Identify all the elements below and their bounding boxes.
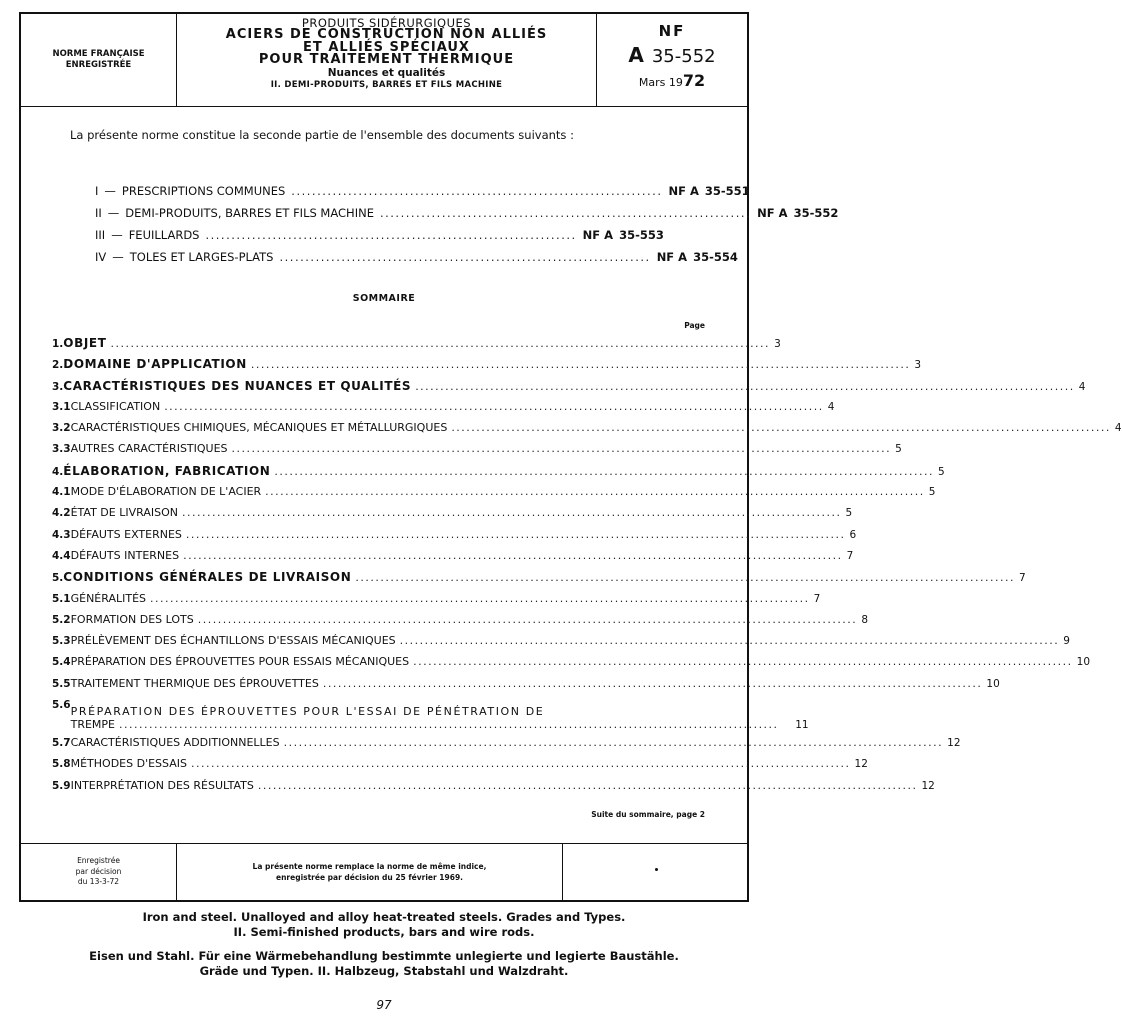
toc-title: MÉTHODES D'ESSAIS (70, 757, 187, 771)
toc-number: 4.1 (52, 486, 71, 499)
toc-page: 6 (849, 528, 857, 541)
standard-reference-block (597, 14, 747, 106)
footer-right-cell (563, 844, 747, 900)
toc-number: 3. (52, 380, 64, 393)
toc-title: CLASSIFICATION (70, 399, 161, 413)
nf-mark: NF (658, 22, 686, 40)
toc-page: 4 (827, 400, 835, 413)
toc-number: 3.2 (52, 422, 71, 435)
leader-dots: .................................................................................................................................... (413, 655, 1073, 669)
document-ref: 35-552 (793, 206, 839, 220)
english-title-line-1: Iron and steel. Unalloyed and alloy heat-treated steels. Grades and Types. (142, 910, 626, 924)
toc-number: 5.8 (52, 758, 71, 771)
date-month: Mars 19 (638, 76, 683, 89)
table-of-contents (52, 336, 1122, 800)
title-line-2: ACIERS DE CONSTRUCTION NON ALLIÉS (225, 27, 548, 42)
toc-page: 8 (861, 613, 868, 626)
toc-entry (52, 757, 868, 778)
toc-number: 4.2 (52, 507, 71, 520)
toc-number: 5.6 (52, 699, 71, 712)
leader-dots: ........................................................................ (279, 250, 651, 264)
toc-entry (52, 698, 809, 732)
footer-dot (655, 868, 658, 871)
toc-page: 3 (914, 359, 922, 372)
toc-entry (52, 612, 868, 634)
document-item: II — DEMI-PRODUITS, BARRES ET FILS MACHINE ........................................................................ NF A 35-552 (95, 206, 839, 220)
leader-dots: ........................................................................ (205, 228, 577, 242)
toc-title: PRÉPARATION DES ÉPROUVETTES POUR ESSAIS MÉCANIQUES (70, 655, 410, 669)
replacement-note (177, 844, 563, 900)
toc-number: 4.4 (52, 549, 71, 562)
date-year: 72 (682, 71, 706, 90)
toc-page: 9 (1063, 635, 1070, 648)
toc-title: CARACTÉRISTIQUES DES NUANCES ET QUALITÉS (63, 378, 412, 393)
toc-number: 5. (52, 572, 64, 585)
leader-dots: .................................................................................................................................... (274, 464, 934, 478)
toc-page: 5 (937, 465, 945, 478)
document-ref: 35-551 (704, 184, 750, 198)
intro-paragraph: La présente norme constitue la seconde partie de l'ensemble des documents suivants : (70, 128, 574, 142)
toc-entry (52, 421, 1122, 442)
toc-page: 4 (1078, 380, 1086, 393)
leader-dots: .................................................................................................................................... (181, 506, 842, 520)
document-nf: NF A (757, 206, 788, 220)
standard-code (597, 43, 747, 67)
toc-entry (52, 527, 857, 549)
toc-title-line-1: PRÉPARATION DES ÉPROUVETTES POUR L'ESSAI DE PÉNÉTRATION DE (70, 705, 545, 719)
toc-number: 5.2 (52, 613, 71, 626)
toc-page: 12 (854, 758, 868, 771)
toc-page: 5 (928, 486, 936, 499)
toc-title: DÉFAUTS INTERNES (70, 548, 180, 562)
leader-dots: .................................................................................................................................... (399, 634, 1060, 648)
toc-page: 12 (921, 779, 935, 792)
document-ref: 35-554 (693, 250, 738, 264)
toc-entry (52, 778, 935, 800)
leader-dots: .................................................................................................................................... (185, 527, 846, 541)
leader-dots: .................................................................................................................................... (164, 399, 824, 413)
toc-entry (52, 399, 835, 421)
document-nf: NF A (656, 250, 688, 264)
registration-date (21, 844, 177, 900)
toc-entry (52, 676, 1000, 698)
leader-dots: .................................................................................................................................... (110, 337, 771, 350)
toc-entry (52, 736, 961, 757)
toc-title: ÉLABORATION, FABRICATION (63, 463, 271, 478)
leader-dots: .................................................................................................................................... (322, 676, 983, 690)
leader-dots: .................................................................................................................................... (150, 591, 810, 605)
leader-dots: ........................................................................ (291, 184, 663, 198)
toc-entry (52, 357, 922, 378)
footer-left-line-2: par décision (75, 866, 122, 876)
toc-number: 5.7 (52, 737, 71, 750)
leader-dots: .................................................................................................................................... (451, 421, 1111, 435)
toc-title-line-2: TREMPE (70, 718, 115, 732)
toc-title: OBJET (63, 336, 107, 350)
toc-title: DOMAINE D'APPLICATION (63, 357, 247, 372)
leader-dots: .................................................................................................................................... (355, 571, 1015, 585)
leader-dots: .................................................................................................................................... (265, 485, 925, 499)
registration-line-2: ENREGISTRÉE (65, 60, 132, 70)
leader-dots: .................................................................................................................................... (119, 718, 779, 732)
toc-title: FORMATION DES LOTS (70, 612, 194, 626)
title-translations (0, 910, 768, 979)
title-subtitle: Nuances et qualités (327, 66, 446, 79)
summary-continued-note: Suite du sommaire, page 2 (591, 810, 705, 819)
toc-entry (52, 548, 854, 570)
toc-title: TRAITEMENT THERMIQUE DES ÉPROUVETTES (70, 676, 319, 690)
document-item: III — FEUILLARDS ........................................................................ NF A 35-553 (95, 228, 664, 242)
toc-title: GÉNÉRALITÉS (70, 591, 147, 605)
toc-number: 3.3 (52, 443, 71, 456)
toc-entry (52, 655, 1091, 676)
registration-label (21, 14, 177, 106)
english-title-line-2: II. Semi-finished products, bars and wire rods. (233, 925, 535, 939)
toc-title: MODE D'ÉLABORATION DE L'ACIER (70, 485, 262, 499)
standard-number: 35-552 (651, 46, 716, 67)
leader-dots: .................................................................................................................................... (415, 379, 1075, 393)
footer-center-line-2: enregistrée par décision du 25 février 1969. (275, 873, 464, 882)
toc-title: CARACTÉRISTIQUES CHIMIQUES, MÉCANIQUES ET MÉTALLURGIQUES (70, 421, 448, 435)
footer-center-line-1: La présente norme remplace la norme de même indice, (252, 862, 487, 871)
toc-page: 3 (774, 338, 781, 350)
leader-dots: .................................................................................................................................... (257, 778, 918, 792)
toc-number: 3.1 (52, 400, 71, 413)
leader-dots: .................................................................................................................................... (190, 757, 851, 771)
document-nf: NF A (668, 184, 699, 198)
toc-page: 12 (947, 737, 961, 750)
toc-title: CONDITIONS GÉNÉRALES DE LIVRAISON (63, 570, 352, 585)
toc-number: 1. (52, 338, 64, 350)
title-line-4: POUR TRAITEMENT THERMIQUE (258, 52, 515, 67)
footer-box (21, 843, 747, 900)
toc-entry (52, 378, 1086, 400)
toc-title: ÉTAT DE LIVRAISON (70, 506, 178, 520)
toc-number: 5.9 (52, 779, 71, 792)
document-item: I — PRESCRIPTIONS COMMUNES ........................................................................ NF A 35-551 (95, 184, 750, 198)
footer-left-line-1: Enregistrée (77, 856, 120, 866)
title-category: PRODUITS SIDÉRURGIQUES (301, 16, 472, 30)
toc-number: 5.4 (52, 656, 71, 669)
title-part: II. DEMI-PRODUITS, BARRES ET FILS MACHINE (270, 79, 503, 90)
leader-dots: ........................................................................ (379, 206, 752, 220)
toc-number: 5.1 (52, 592, 71, 605)
toc-entry (52, 463, 945, 485)
document-roman: II (95, 206, 102, 220)
toc-title: INTERPRÉTATION DES RÉSULTATS (70, 778, 254, 792)
registration-line-1: NORME FRANÇAISE (52, 49, 145, 59)
document-item: IV — TOLES ET LARGES-PLATS ........................................................................ NF A 35-554 (95, 250, 738, 264)
leader-dots: .................................................................................................................................... (197, 612, 858, 626)
leader-dots: .................................................................................................................................... (183, 548, 843, 562)
toc-page: 10 (1076, 656, 1091, 669)
toc-number: 5.5 (52, 677, 71, 690)
page-column-label: Page (684, 321, 705, 330)
toc-number: 2. (52, 359, 64, 372)
toc-title: AUTRES CARACTÉRISTIQUES (70, 442, 228, 456)
document-ref: 35-553 (619, 228, 664, 242)
standard-letter: A (628, 43, 644, 67)
document-roman: III (95, 228, 106, 242)
toc-page: 7 (846, 549, 854, 562)
footer-left-line-3: du 13-3-72 (77, 877, 120, 887)
toc-title: CARACTÉRISTIQUES ADDITIONNELLES (70, 736, 280, 750)
document-roman: IV (95, 250, 107, 264)
german-title-line-2: Gräde und Typen. II. Halbzeug, Stabstahl und Walzdraht. (199, 964, 569, 978)
document-nf: NF A (582, 228, 614, 242)
leader-dots: .................................................................................................................................... (250, 358, 911, 372)
toc-entry (52, 506, 853, 527)
toc-number: 4.3 (52, 528, 71, 541)
toc-entry (52, 336, 781, 357)
title-line-3: ET ALLIÉS SPÉCIAUX (303, 39, 470, 55)
toc-entry (52, 591, 821, 613)
document-list (95, 184, 839, 272)
toc-page: 7 (813, 592, 821, 605)
toc-number: 4. (52, 465, 64, 478)
summary-title: SOMMAIRE (352, 293, 416, 304)
leader-dots: .................................................................................................................................... (283, 736, 944, 750)
toc-entry (52, 634, 1070, 655)
toc-page: 11 (795, 719, 809, 732)
toc-number: 5.3 (52, 635, 71, 648)
document-title: DEMI-PRODUITS, BARRES ET FILS MACHINE (125, 206, 374, 220)
toc-page: 5 (895, 443, 902, 456)
standard-title-block (177, 14, 597, 106)
document-title: PRESCRIPTIONS COMMUNES (121, 184, 286, 198)
toc-page: 5 (845, 507, 853, 520)
toc-title: DÉFAUTS EXTERNES (70, 527, 182, 541)
document-title: TOLES ET LARGES-PLATS (129, 250, 274, 264)
toc-entry (52, 485, 936, 506)
leader-dots: .................................................................................................................................... (231, 442, 892, 456)
toc-page: 10 (986, 677, 1000, 690)
german-title-line-1: Eisen und Stahl. Für eine Wärmebehandlung bestimmte unlegierte und legierte Baustähle. (89, 949, 679, 963)
document-roman: I (95, 184, 99, 198)
page-number: 97 (376, 998, 392, 1012)
toc-page: 7 (1018, 572, 1026, 585)
toc-entry (52, 442, 902, 463)
standard-header (21, 14, 747, 107)
toc-entry (52, 570, 1026, 591)
toc-page: 4 (1114, 422, 1122, 435)
toc-title: PRÉLÈVEMENT DES ÉCHANTILLONS D'ESSAIS MÉCANIQUES (70, 634, 396, 648)
document-title: FEUILLARDS (128, 228, 200, 242)
standard-date (597, 71, 747, 90)
